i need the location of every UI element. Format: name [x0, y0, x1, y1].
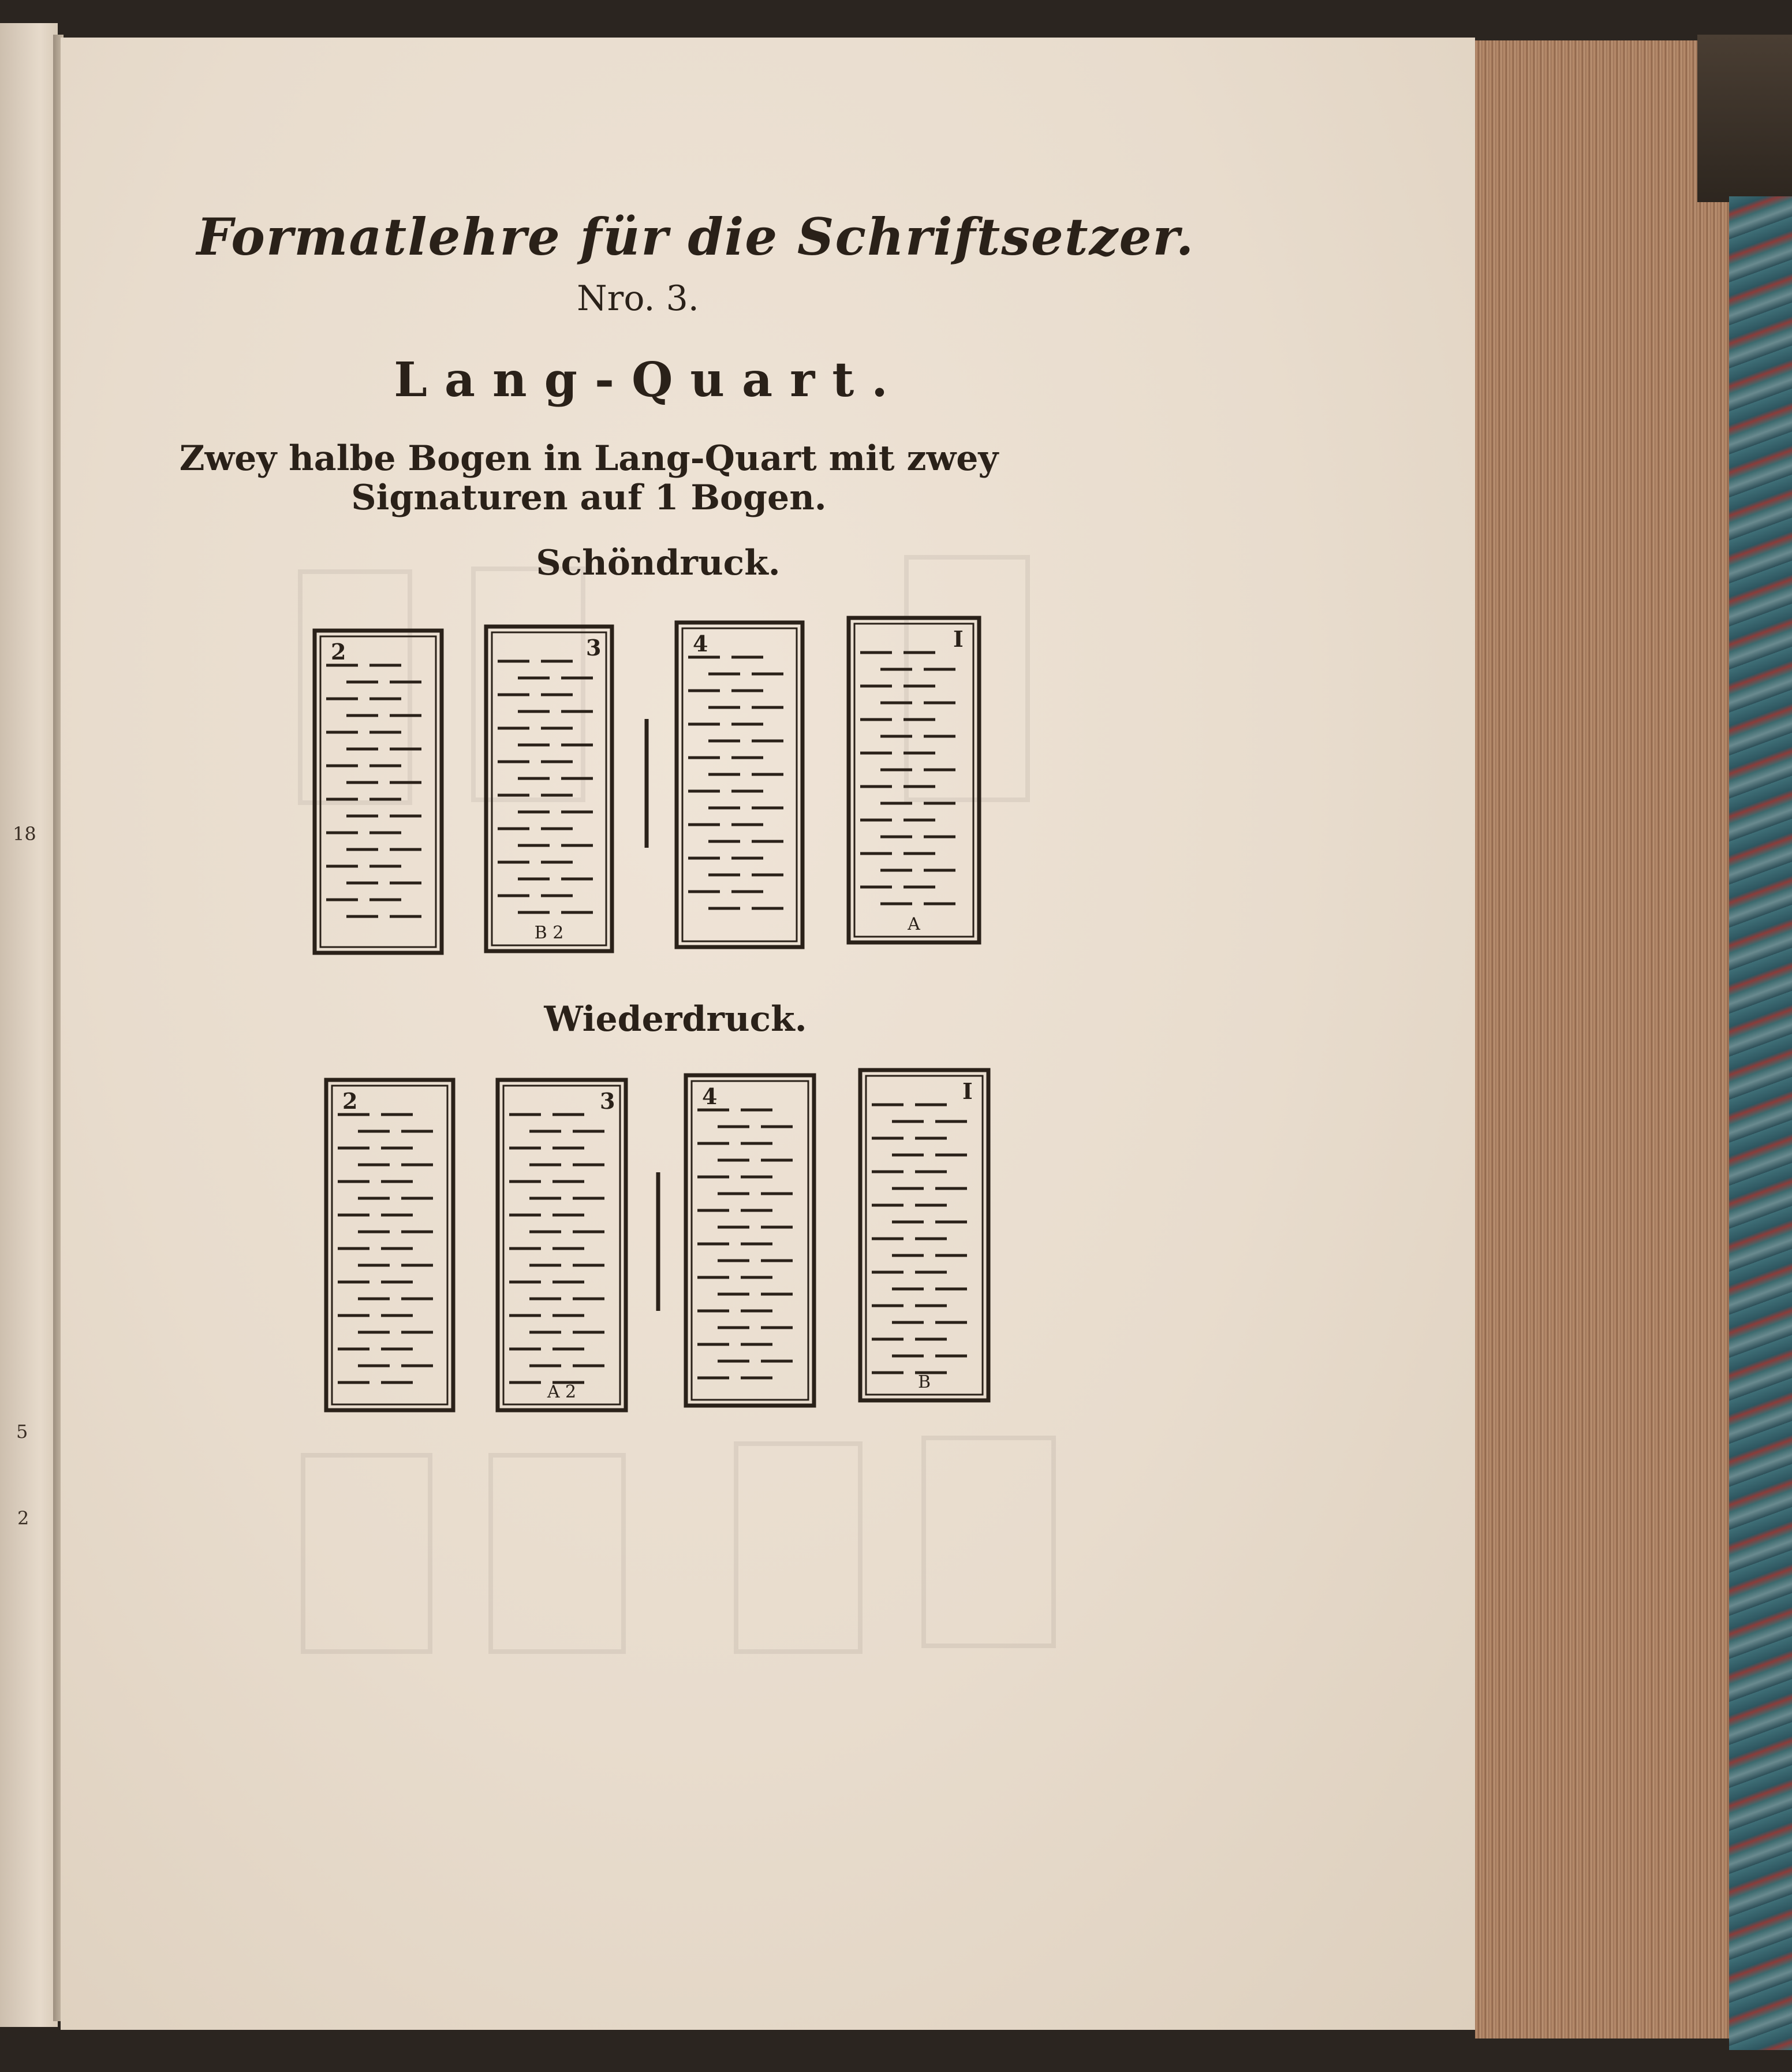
page-number: 2: [342, 1088, 358, 1114]
imposition-page: [677, 623, 802, 947]
format-description: Zwey halbe Bogen in Lang-Quart mit zwey Signaturen auf 1 Bogen.: [179, 438, 999, 518]
section-label-schoendruck: Schöndruck.: [536, 543, 781, 583]
imposition-page: [686, 1075, 814, 1406]
page-number: I: [953, 626, 964, 652]
page-inner-frame: [854, 624, 973, 937]
page-frame: [860, 1070, 988, 1400]
left-page-fragment: 2: [17, 1507, 29, 1529]
page-inner-frame: [866, 1076, 983, 1395]
page-number: 2: [331, 639, 346, 665]
page-frame: [686, 1075, 814, 1406]
page-number: 4: [702, 1083, 718, 1109]
page-number: I: [962, 1078, 973, 1104]
left-page-fragment: 5: [16, 1421, 28, 1443]
left-page-fragment: 18: [13, 823, 36, 845]
page-frame: [498, 1080, 626, 1410]
page-frame: [849, 618, 979, 942]
plate-number: Nro. 3.: [577, 278, 699, 319]
imposition-page: [486, 627, 612, 951]
page-number: 4: [693, 631, 708, 657]
imposition-page: [498, 1080, 626, 1410]
imposition-page: [849, 618, 979, 942]
imposition-page: [315, 631, 442, 953]
format-heading: Lang-Quart.: [394, 352, 905, 408]
page-inner-frame: [503, 1086, 620, 1404]
signature-mark: B: [917, 1372, 931, 1392]
page-number: 3: [600, 1088, 615, 1114]
page-number: 3: [586, 635, 602, 661]
imposition-page: [326, 1080, 453, 1410]
page-frame: [486, 627, 612, 951]
page-inner-frame: [692, 1081, 808, 1400]
page-frame: [315, 631, 442, 953]
imposition-page: [860, 1070, 988, 1400]
page-frame: [677, 623, 802, 947]
section-label-wiederdruck: Wiederdruck.: [544, 999, 807, 1039]
signature-mark: A 2: [547, 1382, 577, 1402]
signature-mark: B 2: [534, 923, 564, 943]
page-frame: [326, 1080, 453, 1410]
signature-mark: A: [908, 914, 920, 934]
page-title: Formatlehre für die Schriftsetzer.: [196, 207, 1195, 267]
page-inner-frame: [332, 1086, 447, 1404]
